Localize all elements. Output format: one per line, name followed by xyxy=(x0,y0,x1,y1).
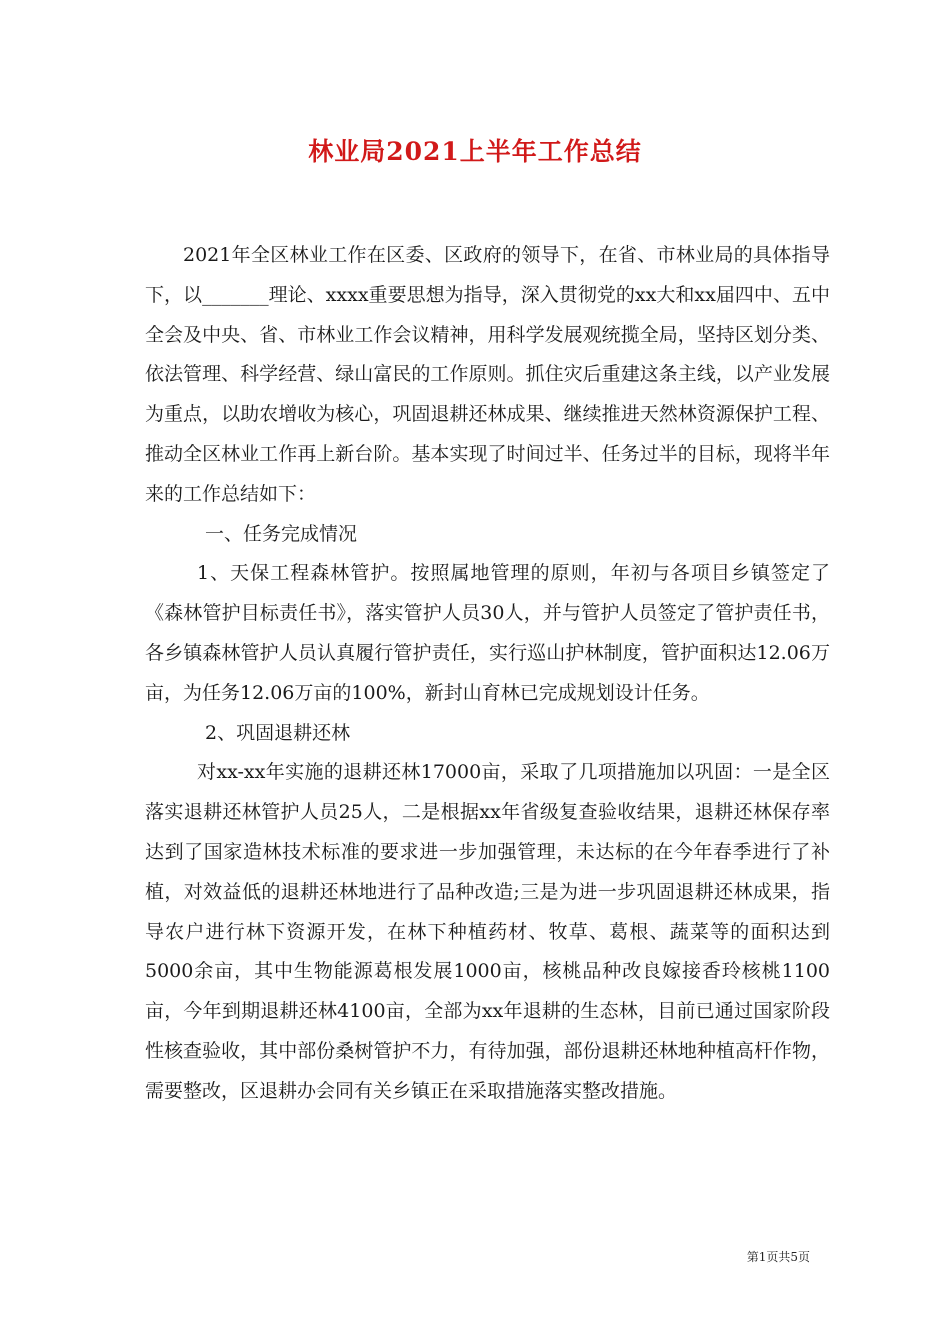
document-title: 林业局2021上半年工作总结 xyxy=(308,137,642,166)
paragraph-forest-protection: 1、天保工程森林管护。按照属地管理的原则，年初与各项目乡镇签定了《森林管护目标责任书》，落实管护人员30人，并与管护人员签定了管护责任书，各乡镇森林管护人员认真履行管护责任，实行巡山护林制度，管护面积达12.06万亩，为任务12.06万亩的100%，新封山育林已完成规划设计任务。 xyxy=(145,562,830,704)
paragraph-reforestation-measures: 对xx-xx年实施的退耕还林17000亩，采取了几项措施加以巩固：一是全区落实退耕还林管护人员25人，二是根据xx年省级复查验收结果，退耕还林保存率达到了国家造林技术标准的要求进一步加强管理，未达标的在今年春季进行了补植，对效益低的退耕还林地进行了品种改造;三是为进一步巩固退耕还林成果，指导农户进行林下资源开发，在林下种植药材、牧草、葛根、蔬菜等的面积达到5000余亩，其中生物能源葛根发展1000亩，核桃品种改良嫁接香玲核桃1100亩，今年到期退耕还林4100亩，全部为xx年退耕的生态林，目前已通过国家阶段性核查验收，其中部份桑树管护不力，有待加强，部份退耕还林地种植高杆作物，需要整改，区退耕办会同有关乡镇正在采取措施落实整改措施。 xyxy=(145,761,830,1102)
intro-paragraph: 2021年全区林业工作在区委、区政府的领导下，在省、市林业局的具体指导下，以_______理论、xxxx重要思想为指导，深入贯彻党的xx大和xx届四中、五中全会及中央、省、市林业工作会议精神，用科学发展观统揽全局，坚持区划分类、依法管理、科学经营、绿山富民的工作原则。抓住灾后重建这条主线，以产业发展为重点，以助农增收为核心，巩固退耕还林成果、继续推进天然林资源保护工程、推动全区林业工作再上新台阶。基本实现了时间过半、任务过半的目标，现将半年来的工作总结如下： xyxy=(145,244,830,505)
page-number: 第1页共5页 xyxy=(746,1250,810,1264)
subheading-consolidate-reforestation: 2、巩固退耕还林 xyxy=(205,721,351,744)
document-body xyxy=(145,236,830,1112)
section-heading-task-completion: 一、任务完成情况 xyxy=(205,522,358,545)
